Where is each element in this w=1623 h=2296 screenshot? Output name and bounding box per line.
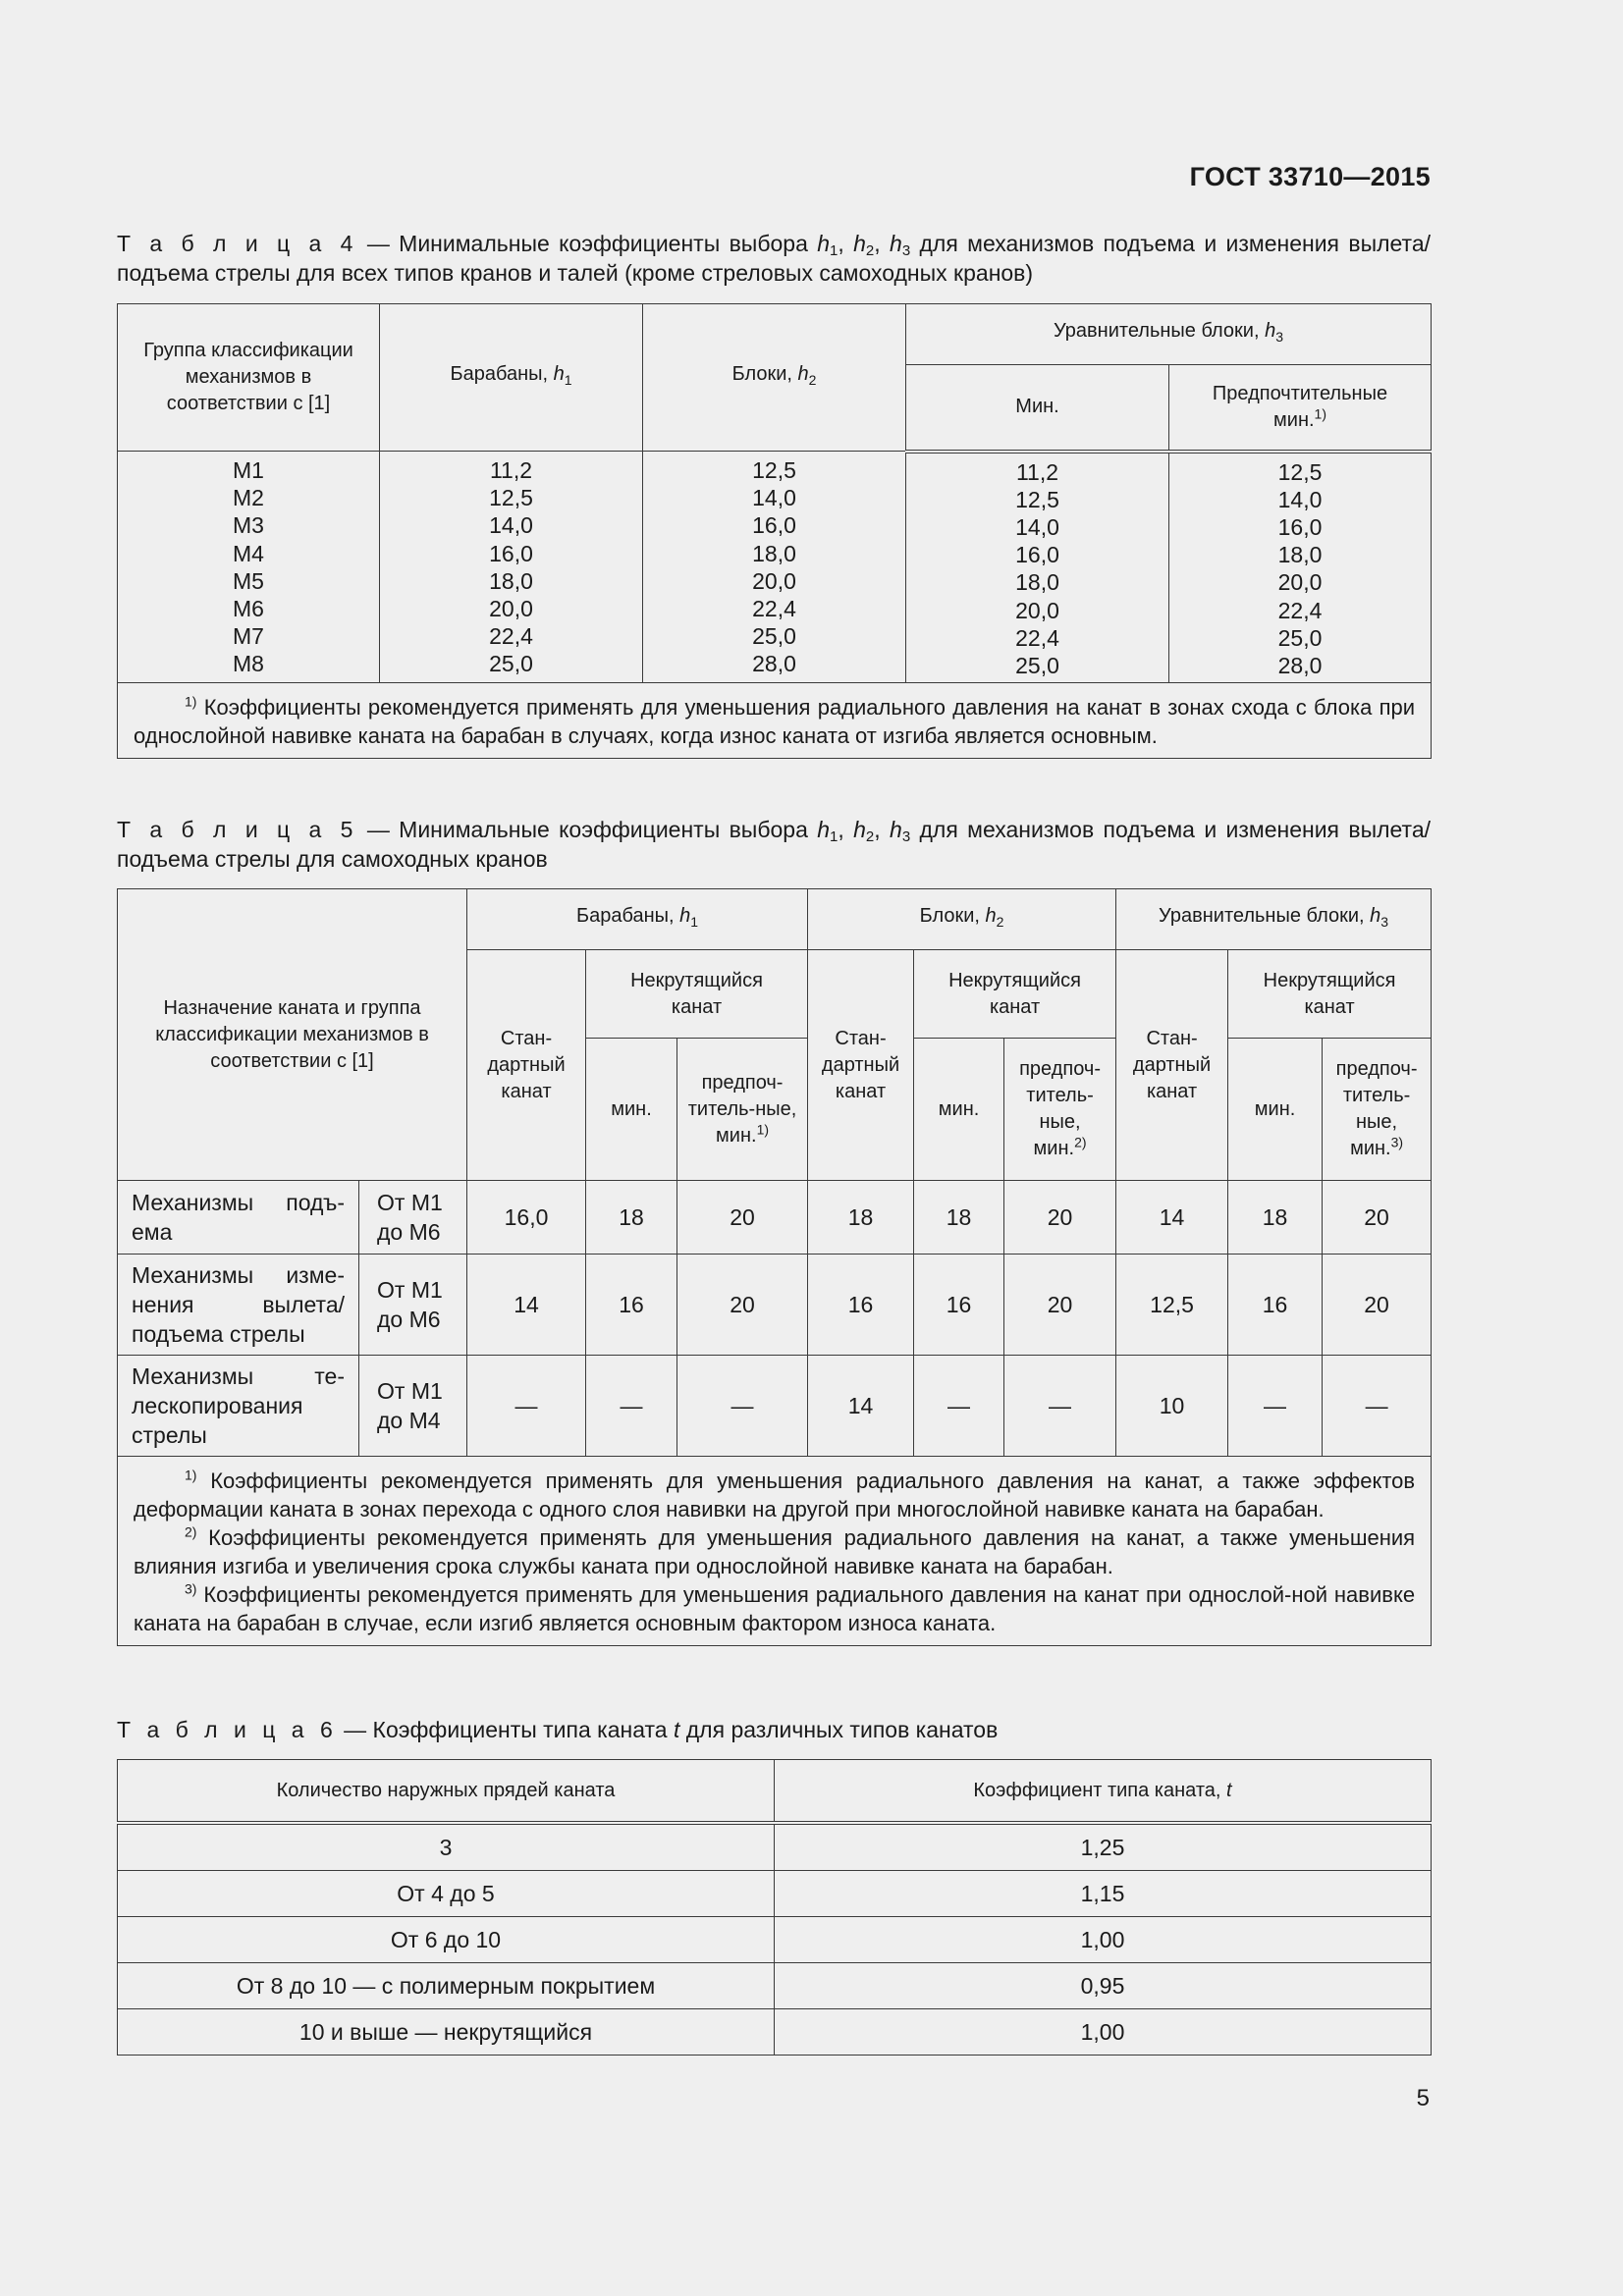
- table4-col-eq-min: 11,2 12,5 14,0 16,0 18,0 20,0 22,4 25,0: [906, 452, 1169, 683]
- table5-header-equalizer: Уравнительные блоки, $h_3$: [1116, 889, 1432, 950]
- table5: [117, 888, 1432, 1646]
- table5-header-blocks-standard: Стан-дартный канат: [808, 950, 914, 1181]
- table4-header-drums: Барабаны, $h_1$: [380, 304, 643, 452]
- table5-row: Механизмы изме-нения вылета/подъема стрелы От М1 до М6 14 16 20 16 16 20 12,5 16 20: [118, 1255, 1432, 1356]
- table6-caption-prefix: Т а б л и ц а 6: [117, 1717, 338, 1742]
- table5-header-blocks-min: мин.: [914, 1039, 1004, 1181]
- table4-caption: Т а б л и ц а 4 — Минимальные коэффициенты выбора $h_1$, $h_2$, $h_3$ для механизмов подъема и изменения вылета/подъема стрелы для всех типов кранов и талей (кроме стреловых самоходных кранов): [117, 231, 1432, 286]
- table5-header-purpose: Назначение каната и группа классификации механизмов в соответствии с [1]: [118, 889, 467, 1181]
- table6-header-coef: Коэффициент типа каната, t: [775, 1760, 1432, 1824]
- table4-header-preferred: Предпочтительные мин.$^{1)}$: [1169, 365, 1432, 452]
- table5-header-blocks-preferred: предпоч-титель-ные, мин.$^{2)}$: [1004, 1039, 1116, 1181]
- table5-row: Механизмы подъ-ема От М1 до М6 16,0 18 20 18 18 20 14 18 20: [118, 1181, 1432, 1255]
- table6: [117, 1759, 1432, 2056]
- table4-header-blocks: Блоки, $h_2$: [643, 304, 906, 452]
- table5-caption: Т а б л и ц а 5 — Минимальные коэффициенты выбора $h_1$, $h_2$, $h_3$ для механизмов подъема и изменения вылета/подъема стрелы для самоходных кранов: [117, 817, 1432, 872]
- table-row: 3 1,25: [118, 1823, 1432, 1871]
- table4-header-equalizer: Уравнительные блоки, $h_3$: [906, 304, 1432, 365]
- table5-footnote-3: $^{3)}$ Коэффициенты рекомендуется применять для уменьшения радиального давления на канат при однослой-ной навивке каната на барабан в случае, если изгиб является основным фактором износа каната.: [134, 1580, 1416, 1635]
- table-row: 10 и выше — некрутящийся 1,00: [118, 2009, 1432, 2056]
- table4-col-eq-pref: 12,5 14,0 16,0 18,0 20,0 22,4 25,0 28,0: [1169, 452, 1432, 683]
- table6-caption: Т а б л и ц а 6 — Коэффициенты типа каната t для различных типов канатов: [117, 1717, 999, 1742]
- table4-caption-prefix: Т а б л и ц а 4: [117, 231, 358, 256]
- table-row: От 8 до 10 — с полимерным покрытием 0,95: [118, 1963, 1432, 2009]
- table-row: От 6 до 10 1,00: [118, 1917, 1432, 1963]
- table5-caption-prefix: Т а б л и ц а 5: [117, 817, 358, 842]
- table5-footnote-1: $^{1)}$ Коэффициенты рекомендуется применять для уменьшения радиального давления на канат, а также эффектов деформации каната в зонах перехода с одного слоя навивки на другой при многослойной навивке каната на барабан.: [134, 1467, 1416, 1522]
- table5-footnote-2: $^{2)}$ Коэффициенты рекомендуется применять для уменьшения радиального давления на канат, а также уменьшения влияния изгиба и увеличения срока службы каната при однослойной навивке каната на барабан.: [134, 1523, 1416, 1578]
- table5-footnotes: [118, 1457, 1432, 1646]
- table4-col-blocks: 12,5 14,0 16,0 18,0 20,0 22,4 25,0 28,0: [643, 452, 906, 683]
- table5-header-drums-standard: Стан-дартный канат: [467, 950, 586, 1181]
- table4-header-min: Мин.: [906, 365, 1169, 452]
- table4-col-group: M1 M2 M3 M4 M5 M6 M7 M8: [118, 452, 380, 683]
- table4-col-drums: 11,2 12,5 14,0 16,0 18,0 20,0 22,4 25,0: [380, 452, 643, 683]
- table4-footnote: $^{1)}$ Коэффициенты рекомендуется применять для уменьшения радиального давления на канат в зонах схода с блока при однослойной навивке каната на барабан в случаях, когда износ каната от изгиба является основным.: [118, 683, 1432, 759]
- table5-header-drums-min: мин.: [586, 1039, 677, 1181]
- table5-header-drums: Барабаны, $h_1$: [467, 889, 808, 950]
- table5-header-eq-nonrotating: Некрутящийся канат: [1228, 950, 1432, 1039]
- table5-row: Механизмы те-лескопирования стрелы От М1 до М4 — — — 14 — — 10 — —: [118, 1356, 1432, 1457]
- table5-header-blocks-nonrotating: Некрутящийся канат: [914, 950, 1116, 1039]
- table4: [117, 303, 1432, 759]
- table4-header-group: Группа классификации механизмов в соответствии с [1]: [118, 304, 380, 452]
- document-id: ГОСТ 33710—2015: [1189, 162, 1431, 191]
- table6-header-strands: Количество наружных прядей каната: [118, 1760, 775, 1824]
- table5-header-drums-preferred: предпоч-титель-ные, мин.$^{1)}$: [677, 1039, 808, 1181]
- table5-header-eq-preferred: предпоч-титель-ные, мин.$^{3)}$: [1323, 1039, 1432, 1181]
- table5-header-eq-min: мин.: [1228, 1039, 1323, 1181]
- table-row: От 4 до 5 1,15: [118, 1871, 1432, 1917]
- page-number: 5: [1416, 2085, 1430, 2111]
- table5-header-blocks: Блоки, $h_2$: [808, 889, 1116, 950]
- table5-header-eq-standard: Стан-дартный канат: [1116, 950, 1228, 1181]
- table5-header-drums-nonrotating: Некрутящийся канат: [586, 950, 808, 1039]
